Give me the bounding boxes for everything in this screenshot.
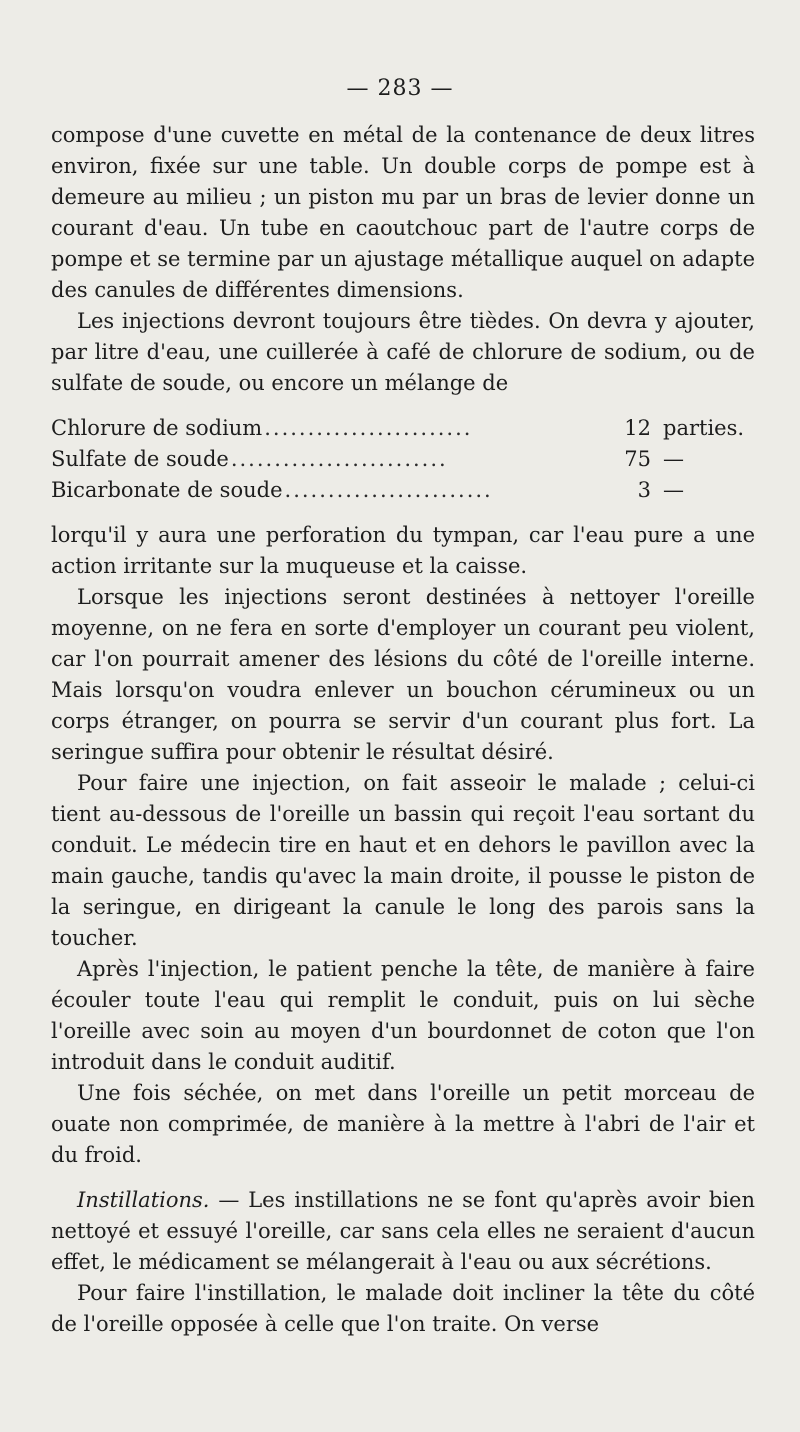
paragraph-injections-tiedes: Les injections devront toujours être tièdes. On devra y ajouter, par litre d'eau, une cuillerée à café de chlorure de sodium, ou de sulfate de soude, ou encore un mélange de [51,309,755,395]
formula-unit: — [663,447,684,471]
formula-unit: — [663,478,684,502]
paragraph-faire-instillation: Pour faire l'instillation, le malade doit incliner la tête du côté de l'oreille opposée à celle que l'on traite. On verse [51,1281,755,1336]
section-gap [51,1171,755,1185]
formula-ingredient: Sulfate de soude [51,447,229,471]
formula-row [51,444,755,475]
dot-leader: ......................... [230,447,448,471]
dot-leader: ........................ [264,416,473,440]
paragraph-continuation: compose d'une cuvette en métal de la contenance de deux litres environ, fixée sur une table. Un double corps de pompe est à demeure au milieu ; un piston mu par un bras de levier donne un courant d'eau. Un tube en caoutchouc part de l'autre corps de pompe et se termine par un ajustage métallique auquel on adapte des canules de différentes dimensions. [51,123,755,302]
dot-leader: ........................ [284,478,493,502]
page-number: — 283 — [346,76,454,101]
formula-list [51,413,755,506]
formula-unit: parties. [663,416,745,440]
formula-ingredient: Chlorure de sodium [51,416,263,440]
paragraph-apres-injection: Après l'injection, le patient penche la tête, de manière à faire écouler toute l'eau qui remplit le conduit, puis on lui sèche l'oreille avec soin au moyen d'un bourdonnet de coton que l'on introduit dans le conduit auditif. [51,957,755,1074]
section-title-instillations: Instillations. [77,1188,210,1212]
paragraph-sechee: Une fois séchée, on met dans l'oreille un petit morceau de ouate non comprimée, de manière à la mettre à l'abri de l'air et du froid. [51,1081,755,1167]
formula-row [51,413,755,444]
formula-quantity: 12 [624,416,651,440]
formula-quantity: 75 [624,447,651,471]
paragraph-perforation: lorqu'il y aura une perforation du tympan, car l'eau pure a une action irritante sur la muqueuse et la caisse. [51,523,755,578]
title-dash: — [209,1188,249,1212]
paragraph-oreille-moyenne: Lorsque les injections seront destinées à nettoyer l'oreille moyenne, on ne fera en sorte d'employer un courant peu violent, car l'on pourrait amener des lésions du côté de l'oreille interne. Mais lorsqu'on voudra enlever un bouchon cérumineux ou un corps étranger, on pourra se servir d'un courant plus fort. La seringue suffira pour obtenir le résultat désiré. [51,585,755,764]
instillations-text: Les instillations ne se font qu'après avoir bien nettoyé et essuyé l'oreille, car sans cela elles ne seraient d'aucun effet, le médicament se mélangerait à l'eau ou aux sécrétions. [51,1188,755,1274]
paragraph-instillations [51,1185,755,1278]
paragraph-faire-injection: Pour faire une injection, on fait asseoir le malade ; celui-ci tient au-dessous de l'oreille un bassin qui reçoit l'eau sortant du conduit. Le médecin tire en haut et en dehors le pavillon avec la main gauche, tandis qu'avec la main droite, il pousse le piston de la seringue, en dirigeant la canule le long des parois sans la toucher. [51,771,755,950]
body-text [51,120,755,1340]
formula-ingredient: Bicarbonate de soude [51,478,283,502]
formula-quantity: 3 [637,478,651,502]
formula-row [51,475,755,506]
